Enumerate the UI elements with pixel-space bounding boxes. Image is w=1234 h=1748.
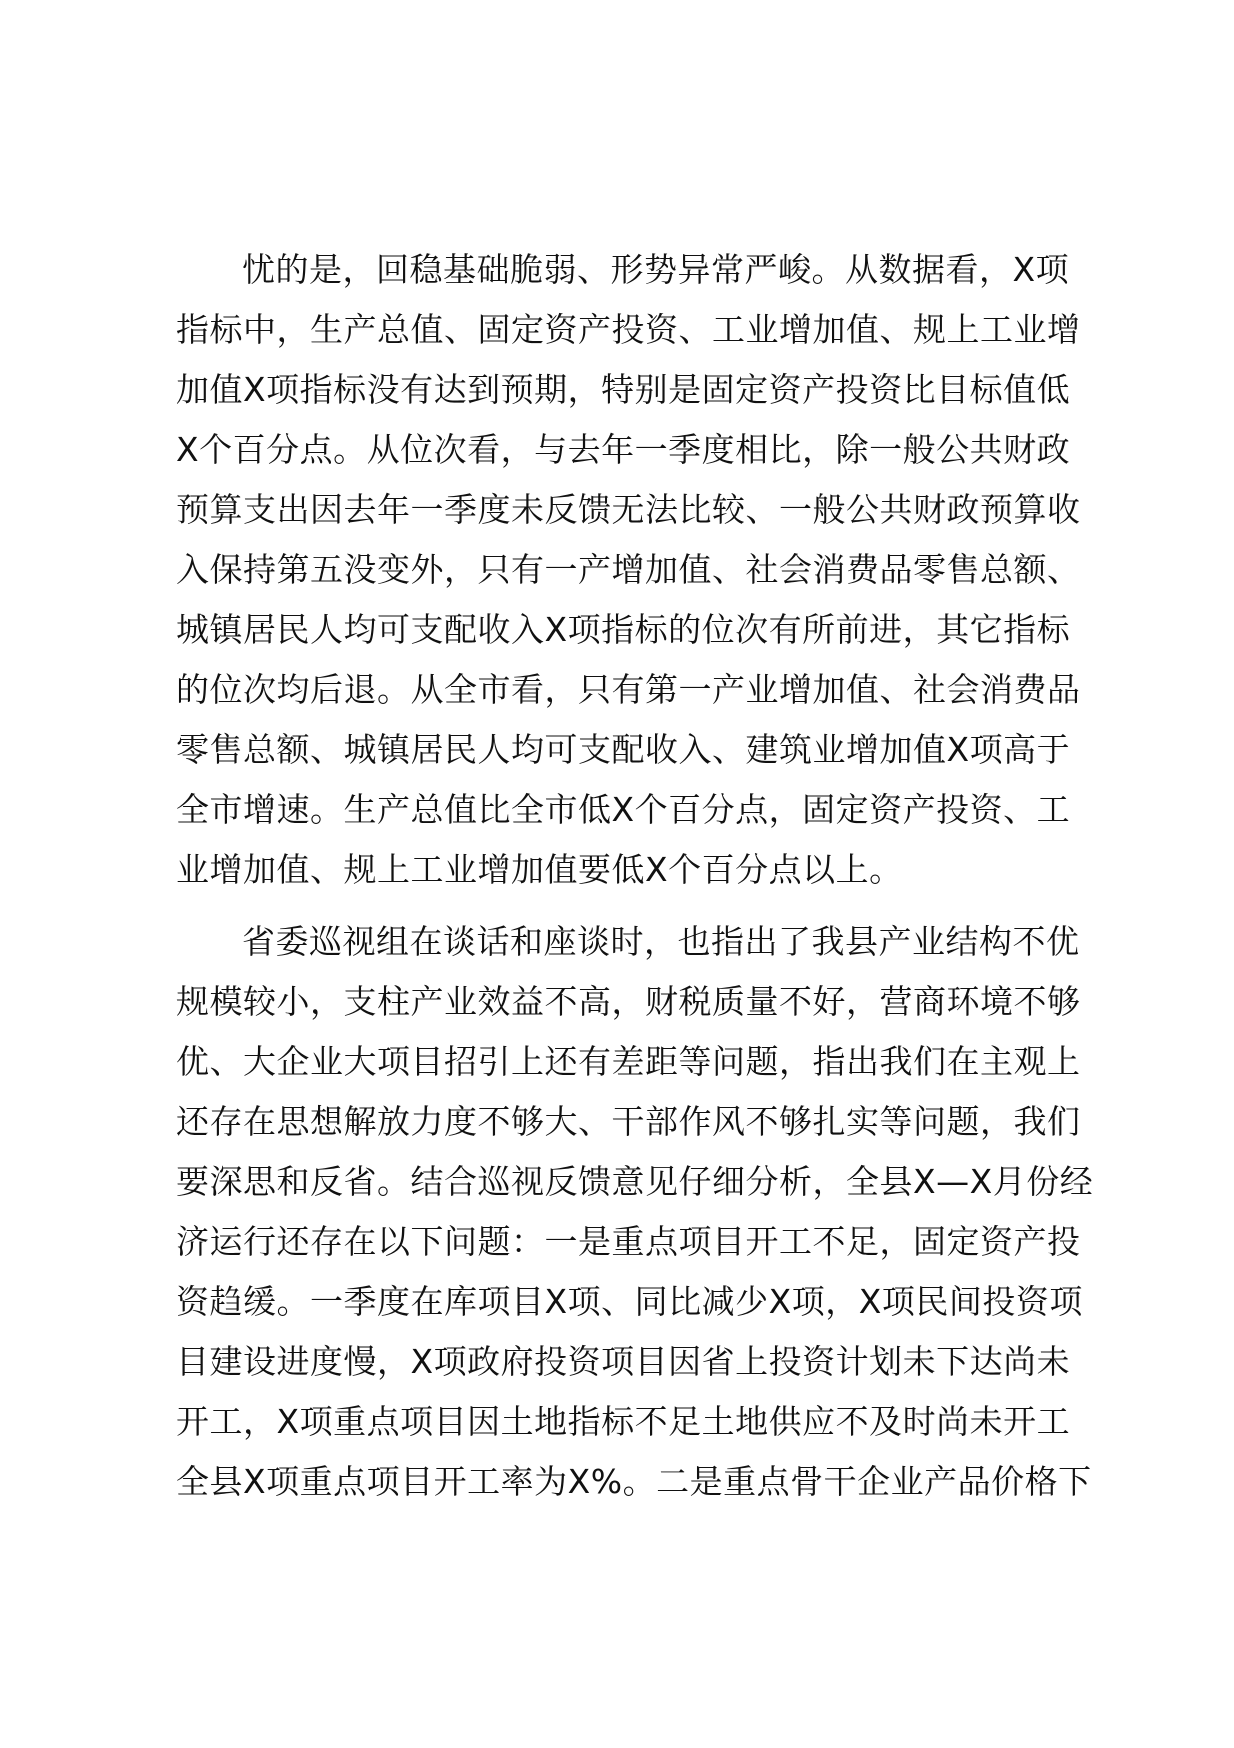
- text-line: 入保持第五没变外，只有一产增加值、社会消费品零售总额、: [176, 550, 1081, 589]
- text-line: 资趋缓。一季度在库项目X项、同比减少X项，X项民间投资项: [176, 1282, 1083, 1321]
- text-line: 省委巡视组在谈话和座谈时，也指出了我县产业结构不优: [242, 922, 1080, 961]
- text-line: 济运行还存在以下问题：一是重点项目开工不足，固定资产投: [176, 1222, 1081, 1261]
- text-line: 优、大企业大项目招引上还有差距等问题，指出我们在主观上: [176, 1042, 1081, 1081]
- text-line: 零售总额、城镇居民人均可支配收入、建筑业增加值X项高于: [176, 730, 1071, 769]
- text-line: 的位次均后退。从全市看，只有第一产业增加值、社会消费品: [176, 670, 1081, 709]
- text-line: 还存在思想解放力度不够大、干部作风不够扎实等问题，我们: [176, 1102, 1081, 1141]
- paragraph: [176, 912, 1106, 1512]
- text-line: X个百分点。从位次看，与去年一季度相比，除一般公共财政: [176, 430, 1071, 469]
- text-line: 预算支出因去年一季度未反馈无法比较、一般公共财政预算收: [176, 490, 1081, 529]
- text-line: 目建设进度慢，X项政府投资项目因省上投资计划未下达尚未: [176, 1342, 1071, 1381]
- text-line: 全市增速。生产总值比全市低X个百分点，固定资产投资、工: [176, 790, 1071, 829]
- text-line: 指标中，生产总值、固定资产投资、工业增加值、规上工业增: [176, 310, 1081, 349]
- paragraph: [176, 240, 1106, 900]
- text-line: 要深思和反省。结合巡视反馈意见仔细分析，全县X—X月份经: [176, 1162, 1094, 1201]
- text-line: 开工，X项重点项目因土地指标不足土地供应不及时尚未开工: [176, 1402, 1071, 1441]
- text-line: 业增加值、规上工业增加值要低X个百分点以上。: [176, 850, 903, 889]
- text-line: 加值X项指标没有达到预期，特别是固定资产投资比目标值低: [176, 370, 1071, 409]
- text-line: 规模较小，支柱产业效益不高，财税质量不好，营商环境不够: [176, 982, 1081, 1021]
- body-text: [176, 240, 1106, 1512]
- text-line: 城镇居民人均可支配收入X项指标的位次有所前进，其它指标: [176, 610, 1071, 649]
- text-line: 全县X项重点项目开工率为X%。二是重点骨干企业产品价格下: [176, 1462, 1092, 1501]
- text-line: 忧的是，回稳基础脆弱、形势异常严峻。从数据看，X项: [242, 250, 1070, 289]
